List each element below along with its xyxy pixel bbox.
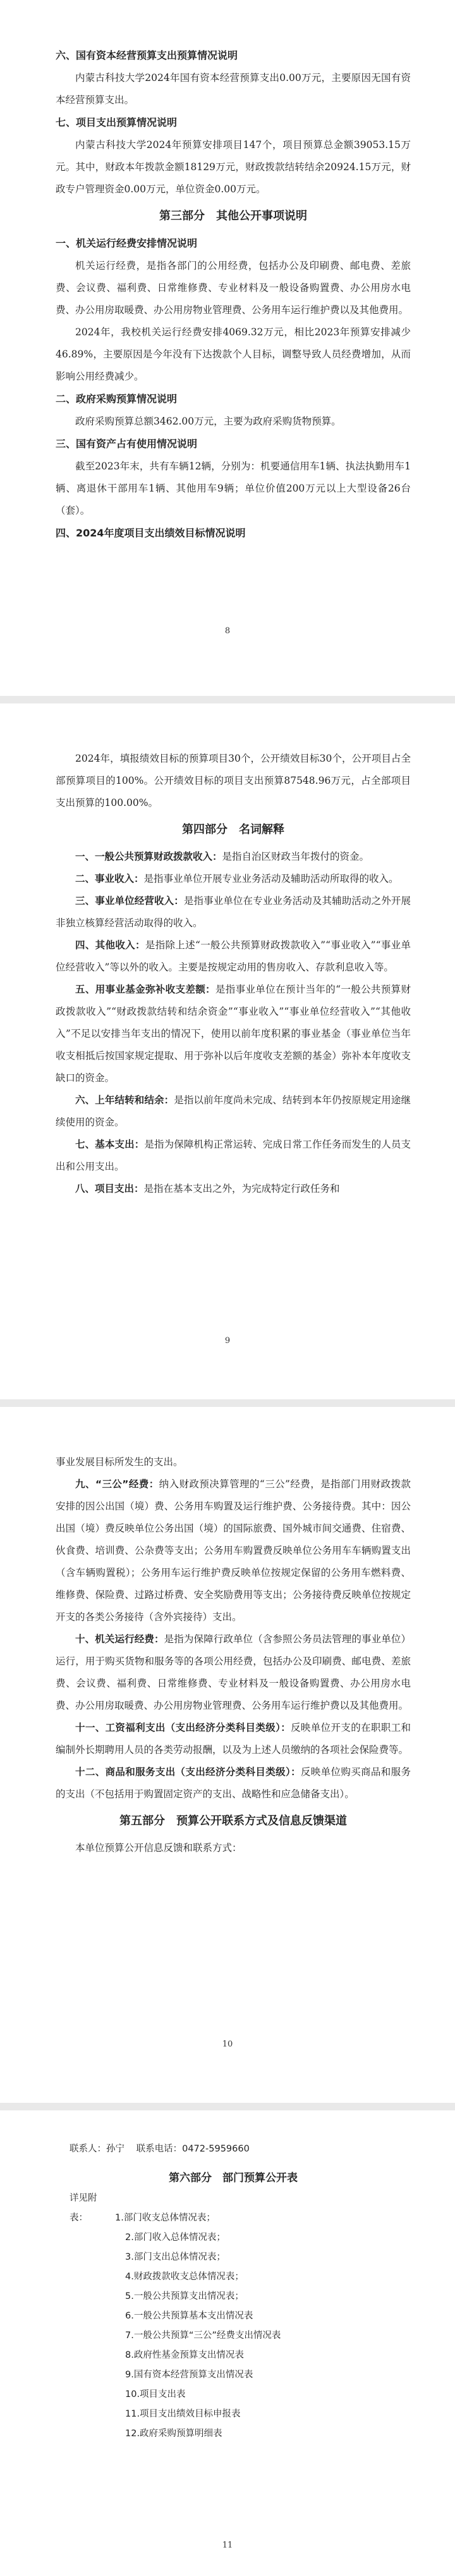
- term-6: [56, 1089, 411, 1134]
- page-number: 8: [224, 626, 231, 636]
- document-page-9: [0, 703, 455, 1399]
- part-5-title: 第五部分 预算公开联系方式及信息反馈渠道: [119, 1814, 347, 1828]
- list-item: 11.项目支出绩效目标申报表: [125, 2409, 241, 2419]
- term-label: 一、一般公共预算财政拨款收入：: [75, 851, 222, 862]
- section-paragraph: 截至2023年末，共有车辆12辆，分别为：机要通信用车1辆、执法执勤用车1辆、离退休干部用车1辆、其他用车9辆；单位价值200万元以上大型设备26台（套）。: [56, 461, 411, 516]
- term-10: [56, 1628, 411, 1717]
- term-7: [56, 1134, 411, 1178]
- term-label: 九、“三公”经费：: [75, 1478, 159, 1490]
- section-heading-3: 三、国有资产占有使用情况说明: [56, 438, 198, 450]
- contact-phone-label: 联系电话：: [136, 2144, 183, 2154]
- term-label: 十二、商品和服务支出（支出经济分类科目类级）：: [75, 1766, 301, 1778]
- section-heading-6: 六、国有资本经营预算支出预算情况说明: [56, 49, 238, 61]
- list-item: 3.部门支出总体情况表；: [125, 2252, 226, 2262]
- term-label: 四、其他收入：: [75, 939, 145, 951]
- section-heading-1: 一、机关运行经费安排情况说明: [56, 237, 198, 249]
- contact-name: 孙宁: [106, 2144, 124, 2154]
- term-2: [56, 868, 411, 890]
- term-label: 五、用事业基金弥补收支差额：: [75, 984, 215, 995]
- term-label: 七、基本支出：: [75, 1139, 145, 1150]
- term-definition: 是指除上述“一般公共预算财政拨款收入”“事业收入”“事业单位经营收入”等以外的收入。主要是按规定动用的售房收入、存款利息收入等。: [56, 939, 411, 973]
- page-number: 11: [222, 2541, 233, 2550]
- term-definition: 是指以前年度尚未完成、结转到本年仍按原规定用途继续使用的资金。: [56, 1094, 411, 1128]
- term-definition: 是指事业单位开展专业业务活动及辅助活动所取得的收入。: [143, 873, 399, 884]
- section-paragraph: 机关运行经费，是指各部门的公用经费，包括办公及印刷费、邮电费、差旅费、会议费、福利费、日常维修费、专业材料及一般设备购置费、办公用房水电费、办公用房取暖费、办公用房物业管理费、公务用车运行维护费以及其他费用。: [56, 260, 411, 316]
- term-8: [56, 1178, 411, 1200]
- page-number: 9: [224, 1336, 231, 1346]
- term-11: [56, 1717, 411, 1761]
- list-item: 4.财政拨款收支总体情况表；: [125, 2272, 244, 2282]
- part-6-title: 第六部分 部门预算公开表: [169, 2172, 298, 2184]
- term-definition: 反映单位购买商品和服务的支出（不包括用于购置固定资产的支出、战略性和应急储备支出）。: [56, 1766, 411, 1800]
- term-3: [56, 890, 411, 934]
- term-label: 六、上年结转和结余：: [75, 1094, 174, 1106]
- section-paragraph: 事业发展目标所发生的支出。: [56, 1456, 183, 1468]
- document-page-11: [0, 2110, 455, 2576]
- list-item: 6.一般公共预算基本支出情况表: [125, 2311, 253, 2321]
- section-heading-2: 二、政府采购预算情况说明: [56, 393, 178, 405]
- term-label: 二、事业收入：: [75, 873, 144, 884]
- list-item: 1.部门收支总体情况表；: [115, 2213, 215, 2223]
- contact-info: [56, 2139, 411, 2158]
- list-item: 5.一般公共预算支出情况表；: [125, 2291, 244, 2301]
- term-definition: 是指为保障机构正常运转、完成日常工作任务而发生的人员支出和公用支出。: [56, 1139, 411, 1172]
- list-item: 7.一般公共预算“三公”经费支出情况表: [125, 2331, 281, 2341]
- term-12: [56, 1761, 411, 1805]
- term-definition: 是指事业单位在预计当年的“一般公共预算财政拨款收入”“财政拨款结转和结余资金”“事业收入”“事业单位经营收入”“其他收入”不足以安排当年支出的情况下，使用以前年度积累的事业基金（事业单位当年收支相抵后按国家规定提取、用于弥补以后年度收支差额的基金）弥补本年度收支缺口的资金。: [56, 984, 411, 1084]
- section-paragraph: 2024年，我校机关运行经费安排4069.32万元，相比2023年预算安排减少46.89%，主要原因是今年没有下达拨款个人目标，调整导致人员经费增加，从而影响公用经费减少。: [56, 326, 411, 382]
- section-paragraph: 内蒙古科技大学2024年预算安排项目147个，项目预算总金额39053.15万元。其中，财政本年拨款金额18129万元，财政拨款结转结余20924.15万元，财政专户管理资金0.00万元，单位资金0.00万元。: [56, 139, 411, 195]
- section-paragraph: 本单位预算公开信息反馈和联系方式：: [75, 1842, 242, 1854]
- section-paragraph: 内蒙古科技大学2024年国有资本经营预算支出0.00万元，主要原因无国有资本经营预算支出。: [56, 72, 411, 106]
- part-4-title: 第四部分 名词解释: [182, 823, 284, 836]
- list-item: 2.部门收入总体情况表；: [125, 2232, 226, 2243]
- list-item: 12.政府采购预算明细表: [125, 2429, 222, 2439]
- term-label: 三、事业单位经营收入：: [75, 895, 184, 907]
- part-3-title: 第三部分 其他公开事项说明: [159, 209, 307, 223]
- contact-name-label: 联系人：: [70, 2144, 106, 2154]
- term-9: [56, 1473, 411, 1628]
- term-definition: 是指在基本支出之外，为完成特定行政任务和: [143, 1183, 340, 1194]
- term-label: 十一、工资福利支出（支出经济分类科目类级）：: [75, 1722, 291, 1733]
- table-list-intro: [56, 2189, 411, 2228]
- list-item: 10.项目支出表: [125, 2389, 186, 2400]
- section-heading-7: 七、项目支出预算情况说明: [56, 116, 178, 128]
- term-definition: 反映单位开支的在职职工和编制外长期聘用人员的各类劳动报酬，以及为上述人员缴纳的各项社会保险费等。: [56, 1722, 411, 1756]
- term-label: 八、项目支出：: [75, 1183, 144, 1194]
- term-definition: 纳入财政预决算管理的“三公”经费，是指部门用财政拨款安排的因公出国（境）费、公务用车购置及运行维护费、公务接待费。其中：因公出国（境）费反映单位公务出国（境）的国际旅费、国外城市间交通费、住宿费、伙食费、培训费、公杂费等支出；公务用车购置费反映单位公务用车车辆购置支出（含车辆购置税）；公务用车运行维护费反映单位按规定保留的公务用车燃料费、维修费、保险费、过路过桥费、安全奖励费用等支出；公务接待费反映单位按规定开支的各类公务接待（含外宾接待）支出。: [56, 1478, 411, 1623]
- term-definition: 是指为保障行政单位（含参照公务员法管理的事业单位）运行，用于购买货物和服务等的各项公用经费，包括办公及印刷费、邮电费、差旅费、会议费、福利费、日常维修费、专业材料及一般设备购置费、办公用房水电费、办公用房取暖费、办公用房物业管理费、公务用车运行维护费以及其他费用。: [56, 1633, 411, 1711]
- term-4: [56, 934, 411, 979]
- page-number: 10: [222, 2040, 233, 2049]
- term-1: [56, 846, 411, 868]
- contact-phone: 0472-5959660: [182, 2144, 250, 2154]
- section-paragraph: 政府采购预算总额3462.00万元，主要为政府采购货物预算。: [75, 416, 341, 427]
- list-item: 9.国有资本经营预算支出情况表: [125, 2370, 253, 2380]
- table-list-label: 详见附表：: [70, 2193, 97, 2223]
- document-page-8: [0, 0, 455, 696]
- section-paragraph: 2024年，填报绩效目标的预算项目30个，公开绩效目标30个，公开项目占全部预算项目的100%。公开绩效目标的项目支出预算87548.96万元，占全部项目支出预算的100.00%。: [56, 753, 411, 808]
- term-definition: 是指自治区财政当年拨付的资金。: [222, 851, 370, 862]
- term-5: [56, 979, 411, 1089]
- term-definition: 是指事业单位在专业业务活动及其辅助活动之外开展非独立核算经营活动取得的收入。: [56, 895, 411, 929]
- term-label: 十、机关运行经费：: [75, 1633, 164, 1645]
- section-heading-4: 四、2024年度项目支出绩效目标情况说明: [56, 527, 246, 539]
- list-item: 8.政府性基金预算支出情况表: [125, 2350, 244, 2360]
- document-page-10: [0, 1407, 455, 2103]
